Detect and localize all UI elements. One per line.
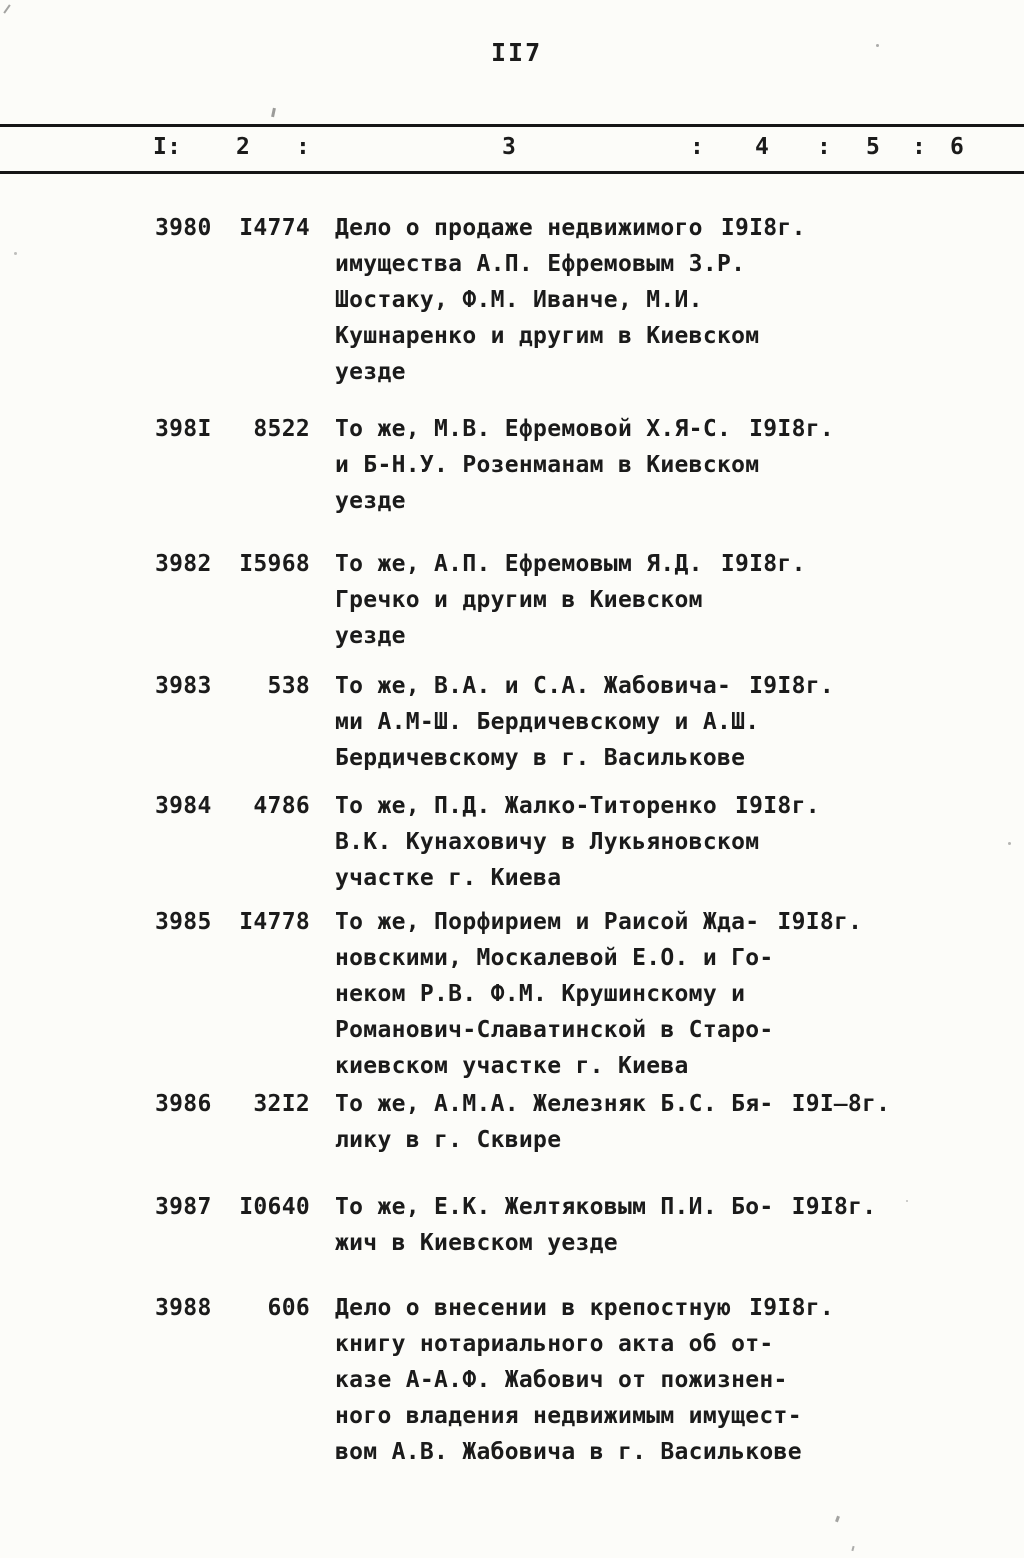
table-row [152,546,806,654]
file-number: I5968 [239,551,310,577]
entry-number: 3988 [155,1295,212,1321]
entry-year: I9I8г. [720,215,806,241]
entry-year: I9I8г. [720,551,806,577]
column-header-1: I: [153,134,182,160]
description-line: Гречко и другим в Киевском [335,587,703,613]
description-line: жич в Киевском уезде [335,1230,618,1256]
description-line: участке г. Киева [335,865,562,891]
page-number: II7 [491,38,543,67]
description-line: ми А.М-Ш. Бердичевскому и А.Ш. [335,709,760,735]
description-line: казе А-А.Ф. Жабович от пожизнен- [335,1367,788,1393]
column-header-3: 3 [502,134,517,160]
description-line: То же, Порфирием и Раисой Жда- I9I8г. [335,909,863,935]
entry-description [310,668,834,776]
description-line: уезде [335,623,406,649]
file-number: 4786 [253,793,310,819]
description-line: неком Р.В. Ф.М. Крушинскому и [335,981,746,1007]
description-line: новскими, Москалевой Е.О. и Го- [335,945,774,971]
scan-speck [1008,842,1011,845]
description-line: Романович-Славатинской в Старо- [335,1017,774,1043]
entry-number: 3980 [155,215,212,241]
entry-number: 3983 [155,673,212,699]
entry-year: I9I8г. [777,909,863,935]
file-number: 32I2 [253,1091,310,1117]
entry-description [310,546,806,654]
table-row [152,1189,876,1261]
table-row [152,411,834,519]
file-number: 8522 [253,416,310,442]
column-header-2: 2 [236,134,251,160]
entry-description [310,904,862,1084]
description-line: Кушнаренко и другим в Киевском [335,323,760,349]
entry-description [310,1189,876,1261]
column-separator: : [912,134,927,160]
entry-year: I9I8г. [749,673,835,699]
description-line: То же, П.Д. Жалко-Титоренко I9I8г. [335,793,820,819]
table-row [152,788,820,896]
entry-number: 398I [155,416,212,442]
file-number: I0640 [239,1194,310,1220]
entry-number: 3986 [155,1091,212,1117]
file-number: I4774 [239,215,310,241]
scan-speck [906,1200,908,1202]
description-line: киевском участке г. Киева [335,1053,689,1079]
description-line: ного владения недвижимым имущест- [335,1403,802,1429]
entry-year: I9I8г. [749,1295,835,1321]
description-line: имущества А.П. Ефремовым З.Р. [335,251,746,277]
entry-description [310,1086,890,1158]
scan-speck [14,252,17,255]
entry-number: 3982 [155,551,212,577]
entry-number: 3984 [155,793,212,819]
column-header-4: 4 [755,134,770,160]
column-header-6: 6 [950,134,965,160]
description-line: Дело о внесении в крепостную I9I8г. [335,1295,835,1321]
description-line: То же, В.А. и С.А. Жабовича- I9I8г. [335,673,835,699]
description-line: То же, А.П. Ефремовым Я.Д. I9I8г. [335,551,806,577]
table-row [152,1086,890,1158]
file-number: 538 [267,673,310,699]
file-number: 606 [267,1295,310,1321]
description-line: и Б-Н.У. Розенманам в Киевском [335,452,760,478]
description-line: вом А.В. Жабовича в г. Василькове [335,1439,802,1465]
column-separator: : [690,134,705,160]
column-separator: : [296,134,311,160]
description-line: То же, Е.К. Желтяковым П.И. Бо- I9I8г. [335,1194,877,1220]
column-header-5: 5 [866,134,881,160]
table-row [152,904,862,1084]
description-line: То же, А.М.А. Железняк Б.С. Бя- I9I̶8г. [335,1091,891,1117]
description-line: Шостаку, Ф.М. Иванче, М.И. [335,287,703,313]
description-line: Бердичевскому в г. Василькове [335,745,746,771]
entry-year: I9I8г. [791,1194,877,1220]
entry-year: I9I8г. [749,416,835,442]
description-line: То же, М.В. Ефремовой Х.Я-С. I9I8г. [335,416,835,442]
column-separator: : [817,134,832,160]
description-line: уезде [335,488,406,514]
scan-speck [876,44,879,47]
entry-year: I9I8г. [734,793,820,819]
table-row [152,1290,834,1470]
entry-description [310,411,834,519]
description-line: Дело о продаже недвижимого I9I8г. [335,215,806,241]
description-line: лику в г. Сквире [335,1127,562,1153]
entry-year: I9I̶8г. [791,1091,891,1117]
entry-number: 3985 [155,909,212,935]
entry-number: 3987 [155,1194,212,1220]
description-line: В.К. Кунаховичу в Лукьяновском [335,829,760,855]
entry-description [310,788,820,896]
entry-description [310,1290,834,1470]
table-row [152,210,806,390]
entry-description [310,210,806,390]
description-line: уезде [335,359,406,385]
table-row [152,668,834,776]
file-number: I4778 [239,909,310,935]
description-line: книгу нотариального акта об от- [335,1331,774,1357]
